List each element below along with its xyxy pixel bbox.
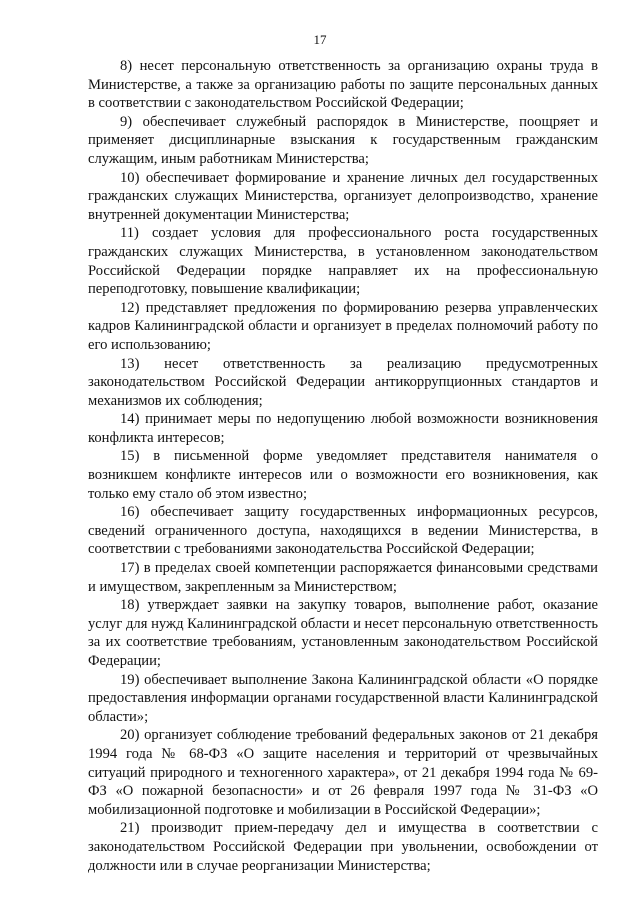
paragraph-item-14: 14) принимает меры по недопущению любой возможности возникновения конфликта интересов;	[88, 411, 598, 446]
page-number: 17	[313, 32, 327, 47]
paragraph-item-15: 15) в письменной форме уведомляет представителя нанимателя о возникшем конфликте интересов или о возможности его возникновения, как только ему стало об этом известно;	[88, 448, 598, 502]
paragraph-item-16: 16) обеспечивает защиту государственных информационных ресурсов, сведений ограниченного доступа, находящихся в ведении Министерства, в соответствии с требованиями законодательства Российской Федерации;	[88, 504, 598, 558]
paragraph-item-17: 17) в пределах своей компетенции распоряжается финансовыми средствами и имуществом, закрепленным за Министерством;	[88, 560, 598, 595]
paragraph-item-20: 20) организует соблюдение требований федеральных законов от 21 декабря 1994 года № 68-ФЗ «О защите населения и территорий от чрезвычайных ситуаций природного и техногенного характера», от 21 декабря 1994 года № 69-ФЗ «О пожарной безопасности» и от 26 февраля 1997 года № 31-ФЗ «О мобилизационной подготовке и мобилизации в Российской Федерации»;	[88, 727, 598, 818]
paragraph-item-9: 9) обеспечивает служебный распорядок в Министерстве, поощряет и применяет дисциплинарные взыскания к государственным гражданским служащим, иным работникам Министерства;	[88, 113, 598, 167]
paragraph-item-8: 8) несет персональную ответственность за организацию охраны труда в Министерстве, а также за организацию работы по защите персональных данных в соответствии с законодательством Российской Федерации;	[88, 58, 598, 112]
paragraph-item-19: 19) обеспечивает выполнение Закона Калининградской области «О порядке предоставления информации органами государственной власти Калининградской области»;	[88, 671, 598, 725]
paragraph-item-10: 10) обеспечивает формирование и хранение личных дел государственных гражданских служащих Министерства, организует делопроизводство, хранение внутренней документации Министерства;	[88, 169, 598, 223]
paragraph-item-12: 12) представляет предложения по формированию резерва управленческих кадров Калининградской области и организует в пределах полномочий работу по его использованию;	[88, 299, 598, 353]
paragraph-item-13: 13) несет ответственность за реализацию предусмотренных законодательством Российской Федерации антикоррупционных стандартов и механизмов их соблюдения;	[88, 355, 598, 409]
paragraph-item-18: 18) утверждает заявки на закупку товаров, выполнение работ, оказание услуг для нужд Калининградской области и несет персональную ответственность за их соответствие требованиям, установленным законодательством Российской Федерации;	[88, 597, 598, 669]
paragraph-item-11: 11) создает условия для профессионального роста государственных гражданских служащих Министерства, в установленном законодательством Российской Федерации порядке направляет их на профессиональную переподготовку, повышение квалификации;	[88, 225, 598, 298]
document-body	[88, 57, 598, 875]
paragraph-item-21: 21) производит прием-передачу дел и имущества в соответствии с законодательством Российской Федерации при увольнении, освобождении от должности или в случае реорганизации Министерства;	[88, 820, 598, 874]
